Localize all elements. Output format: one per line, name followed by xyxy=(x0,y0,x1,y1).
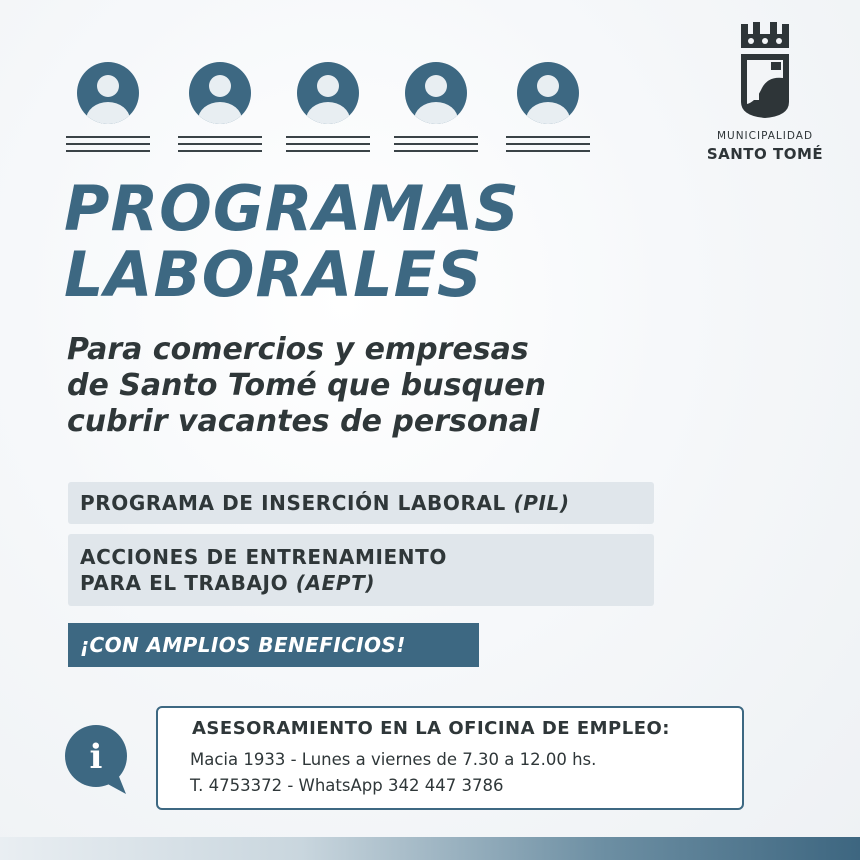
text-lines xyxy=(286,136,370,157)
title-line: PROGRAMAS xyxy=(64,172,520,245)
municipal-crest-logo xyxy=(737,20,793,120)
text-lines xyxy=(394,136,478,157)
candidate-card xyxy=(178,60,262,126)
candidate-card xyxy=(394,60,478,126)
logo-city: SANTO TOMÉ xyxy=(706,145,824,163)
benefits-banner: ¡CON AMPLIOS BENEFICIOS! xyxy=(68,623,479,667)
person-icon xyxy=(403,60,469,126)
contact-phones: T. 4753372 - WhatsApp 342 447 3786 xyxy=(190,776,504,795)
page-title xyxy=(64,172,520,311)
person-icon xyxy=(75,60,141,126)
person-icon xyxy=(187,60,253,126)
contact-heading: ASESORAMIENTO EN LA OFICINA DE EMPLEO: xyxy=(192,718,670,739)
person-icon xyxy=(515,60,581,126)
text-lines xyxy=(178,136,262,157)
subtitle-line: cubrir vacantes de personal xyxy=(67,404,540,439)
text-lines xyxy=(66,136,150,157)
municipality-logo xyxy=(700,20,830,163)
candidate-card xyxy=(506,60,590,126)
program-aept-line2-text: PARA EL TRABAJO xyxy=(80,571,289,595)
contact-address: Macia 1933 - Lunes a viernes de 7.30 a 12.00 hs. xyxy=(190,750,597,769)
subtitle xyxy=(67,332,687,440)
candidate-card xyxy=(286,60,370,126)
text-lines xyxy=(506,136,590,157)
program-pil-abbr: (PIL) xyxy=(513,491,570,515)
program-pil xyxy=(68,482,654,524)
program-pil-text: PROGRAMA DE INSERCIÓN LABORAL xyxy=(80,491,506,515)
person-icon xyxy=(295,60,361,126)
program-aept-line2 xyxy=(80,570,654,596)
subtitle-line: Para comercios y empresas xyxy=(67,332,529,367)
title-line: LABORALES xyxy=(64,238,483,311)
info-glyph: i xyxy=(89,737,103,777)
subtitle-line: de Santo Tomé que busquen xyxy=(67,368,546,403)
footer-gradient-bar xyxy=(0,837,860,860)
contact-info-box xyxy=(156,706,744,810)
logo-title: MUNICIPALIDAD xyxy=(716,130,814,142)
program-aept xyxy=(68,534,654,606)
info-icon xyxy=(64,724,132,796)
program-aept-line1: ACCIONES DE ENTRENAMIENTO xyxy=(80,545,447,569)
program-aept-abbr: (AEPT) xyxy=(295,571,376,595)
candidate-card xyxy=(66,60,150,126)
